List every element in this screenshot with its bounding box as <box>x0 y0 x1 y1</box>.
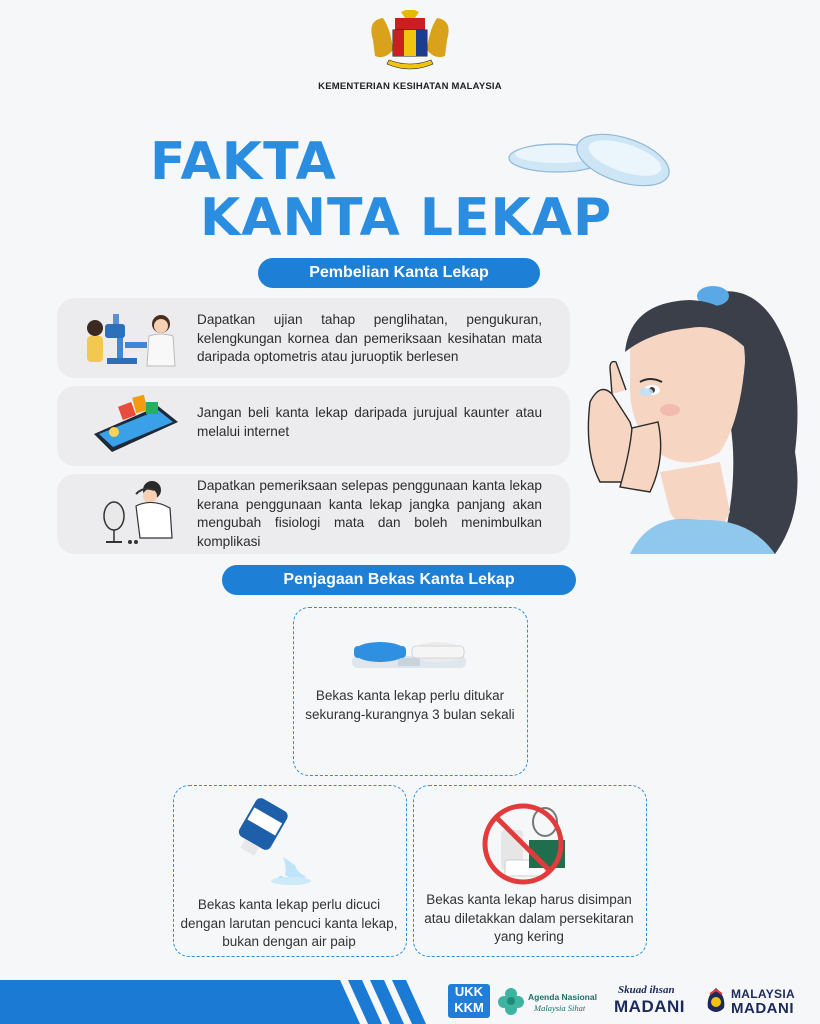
eye-exam-icon <box>77 306 187 370</box>
online-shopping-icon <box>88 392 183 458</box>
card-text-follow-up-check: Dapatkan pemeriksaan selepas penggunaan kanta lekap kerana penggunaan kanta lekap jangka panjang akan mengubah fisiologi mata dan boleh menimbulkan komplikasi <box>197 478 542 549</box>
ministry-name: KEMENTERIAN KESIHATAN MALAYSIA <box>318 81 502 92</box>
tip-text-store-dry: Bekas kanta lekap harus disimpan atau diletakkan dalam persekitaran yang kering <box>424 892 634 944</box>
card-text-no-online-purchase: Jangan beli kanta lekap daripada jurujual kaunter atau melalui internet <box>197 405 542 439</box>
woman-inserting-lens-illustration <box>570 282 820 554</box>
ukk-kkm-logo: UKK KKM <box>448 984 490 1018</box>
solution-bottle-icon <box>225 795 335 887</box>
contact-lenses-illustration <box>505 132 675 194</box>
tip-text-clean-case: Bekas kanta lekap perlu dicuci dengan larutan pencuci kanta lekap, bukan dengan air paip <box>180 897 398 949</box>
no-bathroom-icon <box>475 800 575 886</box>
tired-eyes-icon <box>100 476 180 548</box>
tip-text-replace-case: Bekas kanta lekap perlu ditukar sekurang-kurangnya 3 bulan sekali <box>305 688 515 722</box>
madani-emblem-icon <box>704 986 728 1016</box>
section-heading-case-care: Penjagaan Bekas Kanta Lekap <box>222 565 576 595</box>
malaysia-madani-logo: MALAYSIA MADANI <box>704 984 816 1018</box>
page-title-line2: KANTA LEKAP <box>200 188 613 248</box>
page-title-line1: FAKTA <box>150 132 337 192</box>
skuad-ihsan-madani-logo: Skuad ihsan MADANI <box>614 984 685 1016</box>
agenda-nasional-malaysia-sihat-logo: Agenda Nasional Malaysia Sihat <box>496 984 608 1018</box>
card-text-eye-test: Dapatkan ujian tahap penglihatan, pengukuran, kelengkungan kornea dan pemeriksaan kesihatan mata daripada optometris atau juruoptik berlesen <box>197 312 542 364</box>
flower-icon <box>496 986 526 1016</box>
malaysia-coat-of-arms-logo <box>365 10 455 76</box>
section-heading-purchase: Pembelian Kanta Lekap <box>258 258 540 288</box>
lens-case-icon <box>350 636 468 676</box>
